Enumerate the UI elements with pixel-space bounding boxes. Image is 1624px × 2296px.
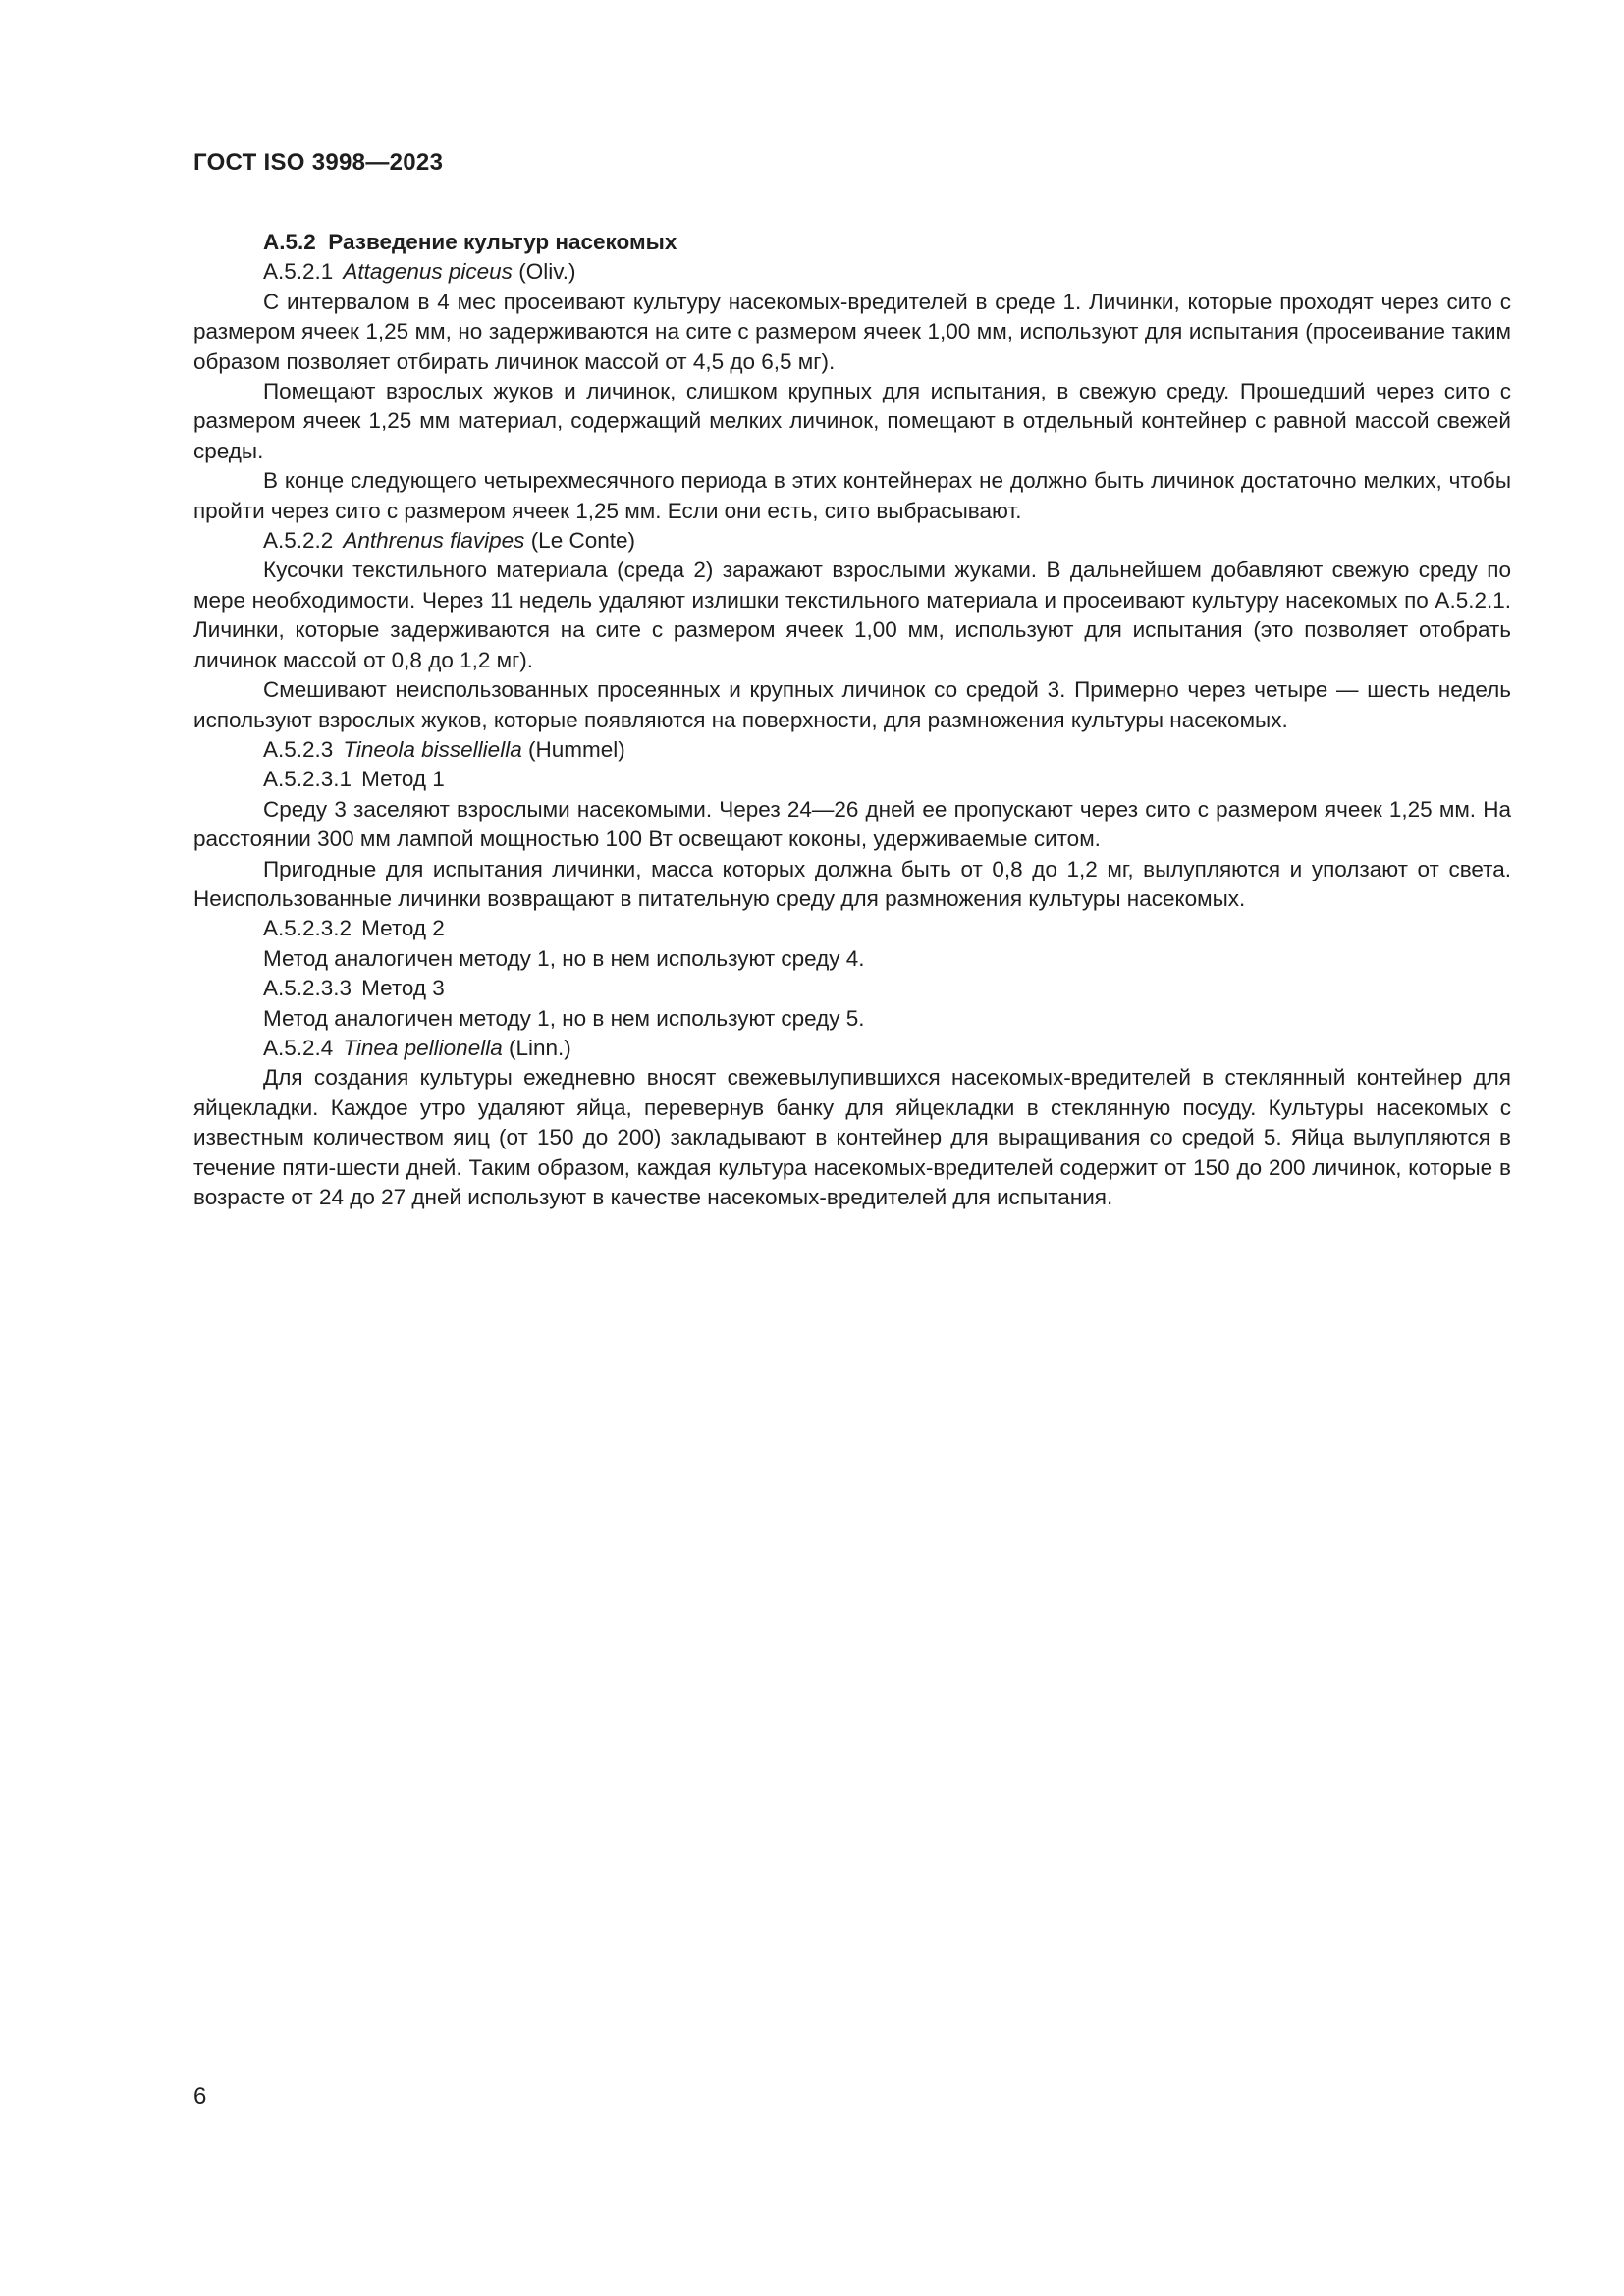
method-heading bbox=[193, 914, 1511, 943]
subsection-number: А.5.2.3 bbox=[263, 736, 334, 762]
species-name: Tineola bisselliella bbox=[343, 736, 522, 762]
paragraph: Метод аналогичен методу 1, но в нем используют среду 5. bbox=[263, 1005, 865, 1031]
species-author: (Hummel) bbox=[527, 736, 625, 762]
paragraph: Пригодные для испытания личинки, масса которых должна быть от 0,8 до 1,2 мг, вылупляются и уползают от света. Неиспользованные личинки возвращают в питательную среду для размножения культуры насекомых. bbox=[193, 856, 1511, 911]
method-heading bbox=[193, 974, 1511, 1003]
subsection-number: А.5.2.2 bbox=[263, 528, 334, 554]
section-title: Разведение культур насекомых bbox=[328, 230, 677, 254]
paragraph: Помещают взрослых жуков и личинок, слишком крупных для испытания, в свежую среду. Прошедший через сито с размером ячеек 1,25 мм материал, содержащий мелких личинок, помещают в отдельный контейнер с равной массой свежей среды. bbox=[193, 379, 1511, 463]
method-heading bbox=[193, 765, 1511, 794]
page-number: 6 bbox=[193, 2083, 207, 2109]
subsection-number: А.5.2.4 bbox=[263, 1035, 334, 1060]
paragraph: Смешивают неиспользованных просеянных и крупных личинок со средой 3. Примерно через четыре — шесть недель используют взрослых жуков, которые появляются на поверхности, для размножения культуры насекомых. bbox=[193, 677, 1511, 732]
paragraph: В конце следующего четырехмесячного периода в этих контейнерах не должно быть личинок достаточно мелких, чтобы пройти через сито с размером ячеек 1,25 мм. Если они есть, сито выбрасывают. bbox=[193, 468, 1511, 523]
method-number: А.5.2.3.2 bbox=[263, 916, 352, 941]
paragraph: Кусочки текстильного материала (среда 2) заражают взрослыми жуками. В дальнейшем добавляют свежую среду по мере необходимости. Через 11 недель удаляют излишки текстильного материала и просеивают культуру насекомых по А.5.2.1. Личинки, которые задерживаются на сите с размером ячеек 1,00 мм, используют для испытания (это позволяет отобрать личинок массой от 0,8 до 1,2 мг). bbox=[193, 558, 1511, 672]
paragraph: Метод аналогичен методу 1, но в нем используют среду 4. bbox=[263, 945, 865, 971]
paragraph: С интервалом в 4 мес просеивают культуру насекомых-вредителей в среде 1. Личинки, которые проходят через сито с размером ячеек 1,25 мм, но задерживаются на сите с размером ячеек 1,00 мм, используют для испытания (просеивание таким образом позволяет отбирать личинок массой от 4,5 до 6,5 мг). bbox=[193, 289, 1511, 374]
paragraph: Среду 3 заселяют взрослыми насекомыми. Через 24—26 дней ее пропускают через сито с размером ячеек 1,25 мм. На расстоянии 300 мм лампой мощностью 100 Вт освещают коконы, удерживаемые ситом. bbox=[193, 796, 1511, 852]
method-number: А.5.2.3.3 bbox=[263, 976, 352, 1001]
species-author: (Le Conte) bbox=[530, 528, 635, 554]
method-title: Метод 1 bbox=[361, 767, 445, 792]
document-header: ГОСТ ISO 3998—2023 bbox=[193, 149, 444, 176]
subsection-heading bbox=[193, 526, 1511, 556]
species-author: (Linn.) bbox=[509, 1035, 571, 1060]
subsection-heading bbox=[193, 735, 1511, 765]
document-body bbox=[193, 228, 1511, 1212]
subsection-number: А.5.2.1 bbox=[263, 259, 334, 285]
subsection-heading bbox=[193, 257, 1511, 287]
method-title: Метод 2 bbox=[361, 916, 445, 941]
section-number: А.5.2 bbox=[263, 230, 316, 254]
paragraph: Для создания культуры ежедневно вносят свежевылупившихся насекомых-вредителей в стеклянный контейнер для яйцекладки. Каждое утро удаляют яйца, перевернув банку для яйцекладки в стеклянную посуду. Культуры насекомых с известным количеством яиц (от 150 до 200) закладывают в контейнер для выращивания со средой 5. Яйца вылупляются в течение пяти-шести дней. Таким образом, каждая культура насекомых-вредителей содержит от 150 до 200 личинок, которые в возрасте от 24 до 27 дней используют в качестве насекомых-вредителей для испытания. bbox=[193, 1065, 1511, 1209]
species-name: Tinea pellionella bbox=[343, 1035, 503, 1060]
species-author: (Oliv.) bbox=[518, 259, 576, 285]
species-name: Attagenus piceus bbox=[343, 259, 513, 285]
species-name: Anthrenus flavipes bbox=[343, 528, 525, 554]
subsection-heading bbox=[193, 1034, 1511, 1063]
method-number: А.5.2.3.1 bbox=[263, 767, 352, 792]
section-heading bbox=[193, 228, 1511, 257]
method-title: Метод 3 bbox=[361, 976, 445, 1001]
